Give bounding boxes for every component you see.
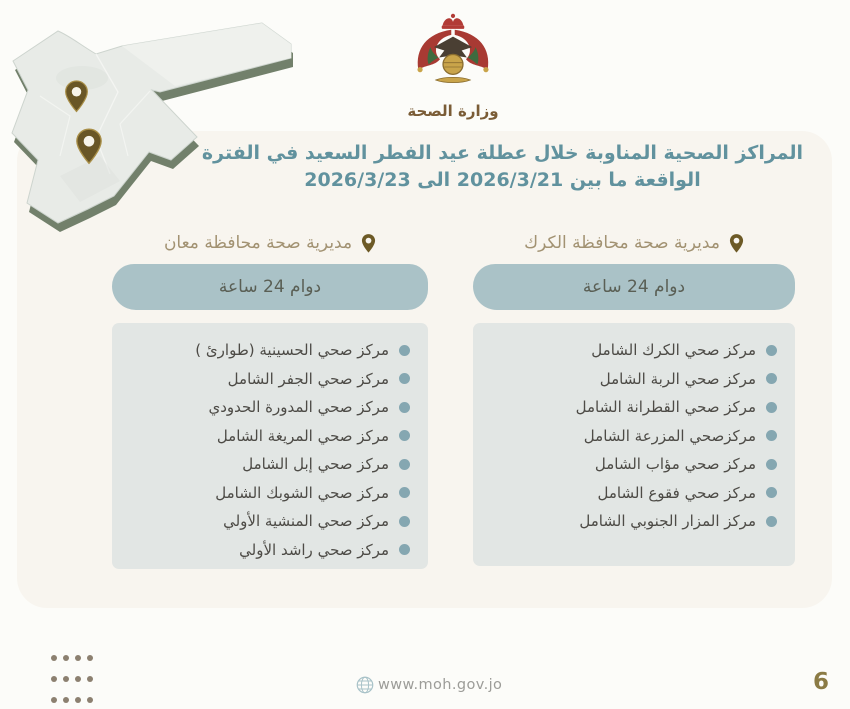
center-name: مركز صحي القطرانة الشامل — [575, 398, 756, 417]
list-item — [473, 393, 795, 422]
ministry-name: وزارة الصحة — [407, 102, 499, 120]
bullet-icon — [766, 487, 777, 498]
bullet-icon — [399, 430, 410, 441]
center-name: مركز المزار الجنوبي الشامل — [579, 512, 756, 531]
maan-24h-badge: دوام 24 ساعة — [112, 264, 428, 310]
bullet-icon — [399, 459, 410, 470]
column-maan — [112, 229, 428, 569]
globe-icon — [356, 676, 374, 694]
list-item — [112, 393, 428, 422]
center-name: مركز صحي الشوبك الشامل — [215, 483, 389, 502]
karak-header — [473, 229, 795, 257]
karak-24h-badge: دوام 24 ساعة — [473, 264, 795, 310]
center-name: مركز صحي المنشية الأولي — [223, 512, 389, 531]
list-item — [473, 479, 795, 508]
center-name: مركز صحي الحسينية (طوارئ ) — [195, 341, 389, 360]
center-name: مركز صحي مؤاب الشامل — [594, 455, 756, 474]
bullet-icon — [766, 373, 777, 384]
list-item — [473, 336, 795, 365]
list-item — [473, 507, 795, 536]
center-name: مركز صحي المريغة الشامل — [216, 426, 389, 445]
title-line-2: الواقعة ما بين 2026/3/21 الى 2026/3/23 — [304, 169, 701, 191]
ministry-logo — [393, 12, 513, 120]
list-item — [473, 365, 795, 394]
center-name: مركز صحي راشد الأولي — [239, 540, 389, 559]
list-item — [112, 336, 428, 365]
maan-header-label: مديرية صحة محافظة معان — [163, 233, 353, 253]
list-item — [112, 507, 428, 536]
center-name: مركز صحي الربة الشامل — [599, 369, 756, 388]
jordan-coat-of-arms-icon — [401, 12, 505, 96]
bullet-icon — [766, 459, 777, 470]
list-item — [112, 479, 428, 508]
bullet-icon — [766, 430, 777, 441]
bullet-icon — [399, 345, 410, 356]
center-name: مركز صحي فقوع الشامل — [597, 483, 756, 502]
bullet-icon — [399, 487, 410, 498]
location-pin-icon — [361, 233, 376, 254]
bullet-icon — [399, 544, 410, 555]
list-item — [112, 365, 428, 394]
center-name: مركز صحي إبل الشامل — [242, 455, 389, 474]
jordan-map — [0, 6, 295, 236]
bullet-icon — [766, 516, 777, 527]
list-item — [473, 422, 795, 451]
bullet-icon — [399, 516, 410, 527]
bullet-icon — [399, 402, 410, 413]
list-item — [473, 450, 795, 479]
center-name: مركز صحي الجفر الشامل — [227, 369, 389, 388]
column-karak — [473, 229, 795, 566]
location-pin-icon — [729, 233, 744, 254]
footer — [356, 676, 502, 694]
dots-decoration — [51, 655, 93, 703]
list-item — [112, 536, 428, 565]
bullet-icon — [399, 373, 410, 384]
website-url: www.moh.gov.jo — [378, 677, 503, 693]
karak-header-label: مديرية صحة محافظة الكرك — [524, 233, 720, 253]
map-location-pin-icon — [64, 80, 89, 113]
list-item — [112, 422, 428, 451]
center-name: مركز صحي المدورة الحدودي — [208, 398, 389, 417]
center-name: مركزصحي المزرعة الشامل — [583, 426, 756, 445]
karak-centers-list — [473, 323, 795, 566]
bullet-icon — [766, 345, 777, 356]
list-item — [112, 450, 428, 479]
title-line-1: المراكز الصحية المناوبة خلال عطلة عيد الفطر السعيد في الفترة — [201, 142, 804, 164]
map-location-pin-icon — [75, 128, 103, 165]
center-name: مركز صحي الكرك الشامل — [591, 341, 756, 360]
bullet-icon — [766, 402, 777, 413]
maan-centers-list — [112, 323, 428, 569]
page-number: 6 — [813, 669, 830, 695]
